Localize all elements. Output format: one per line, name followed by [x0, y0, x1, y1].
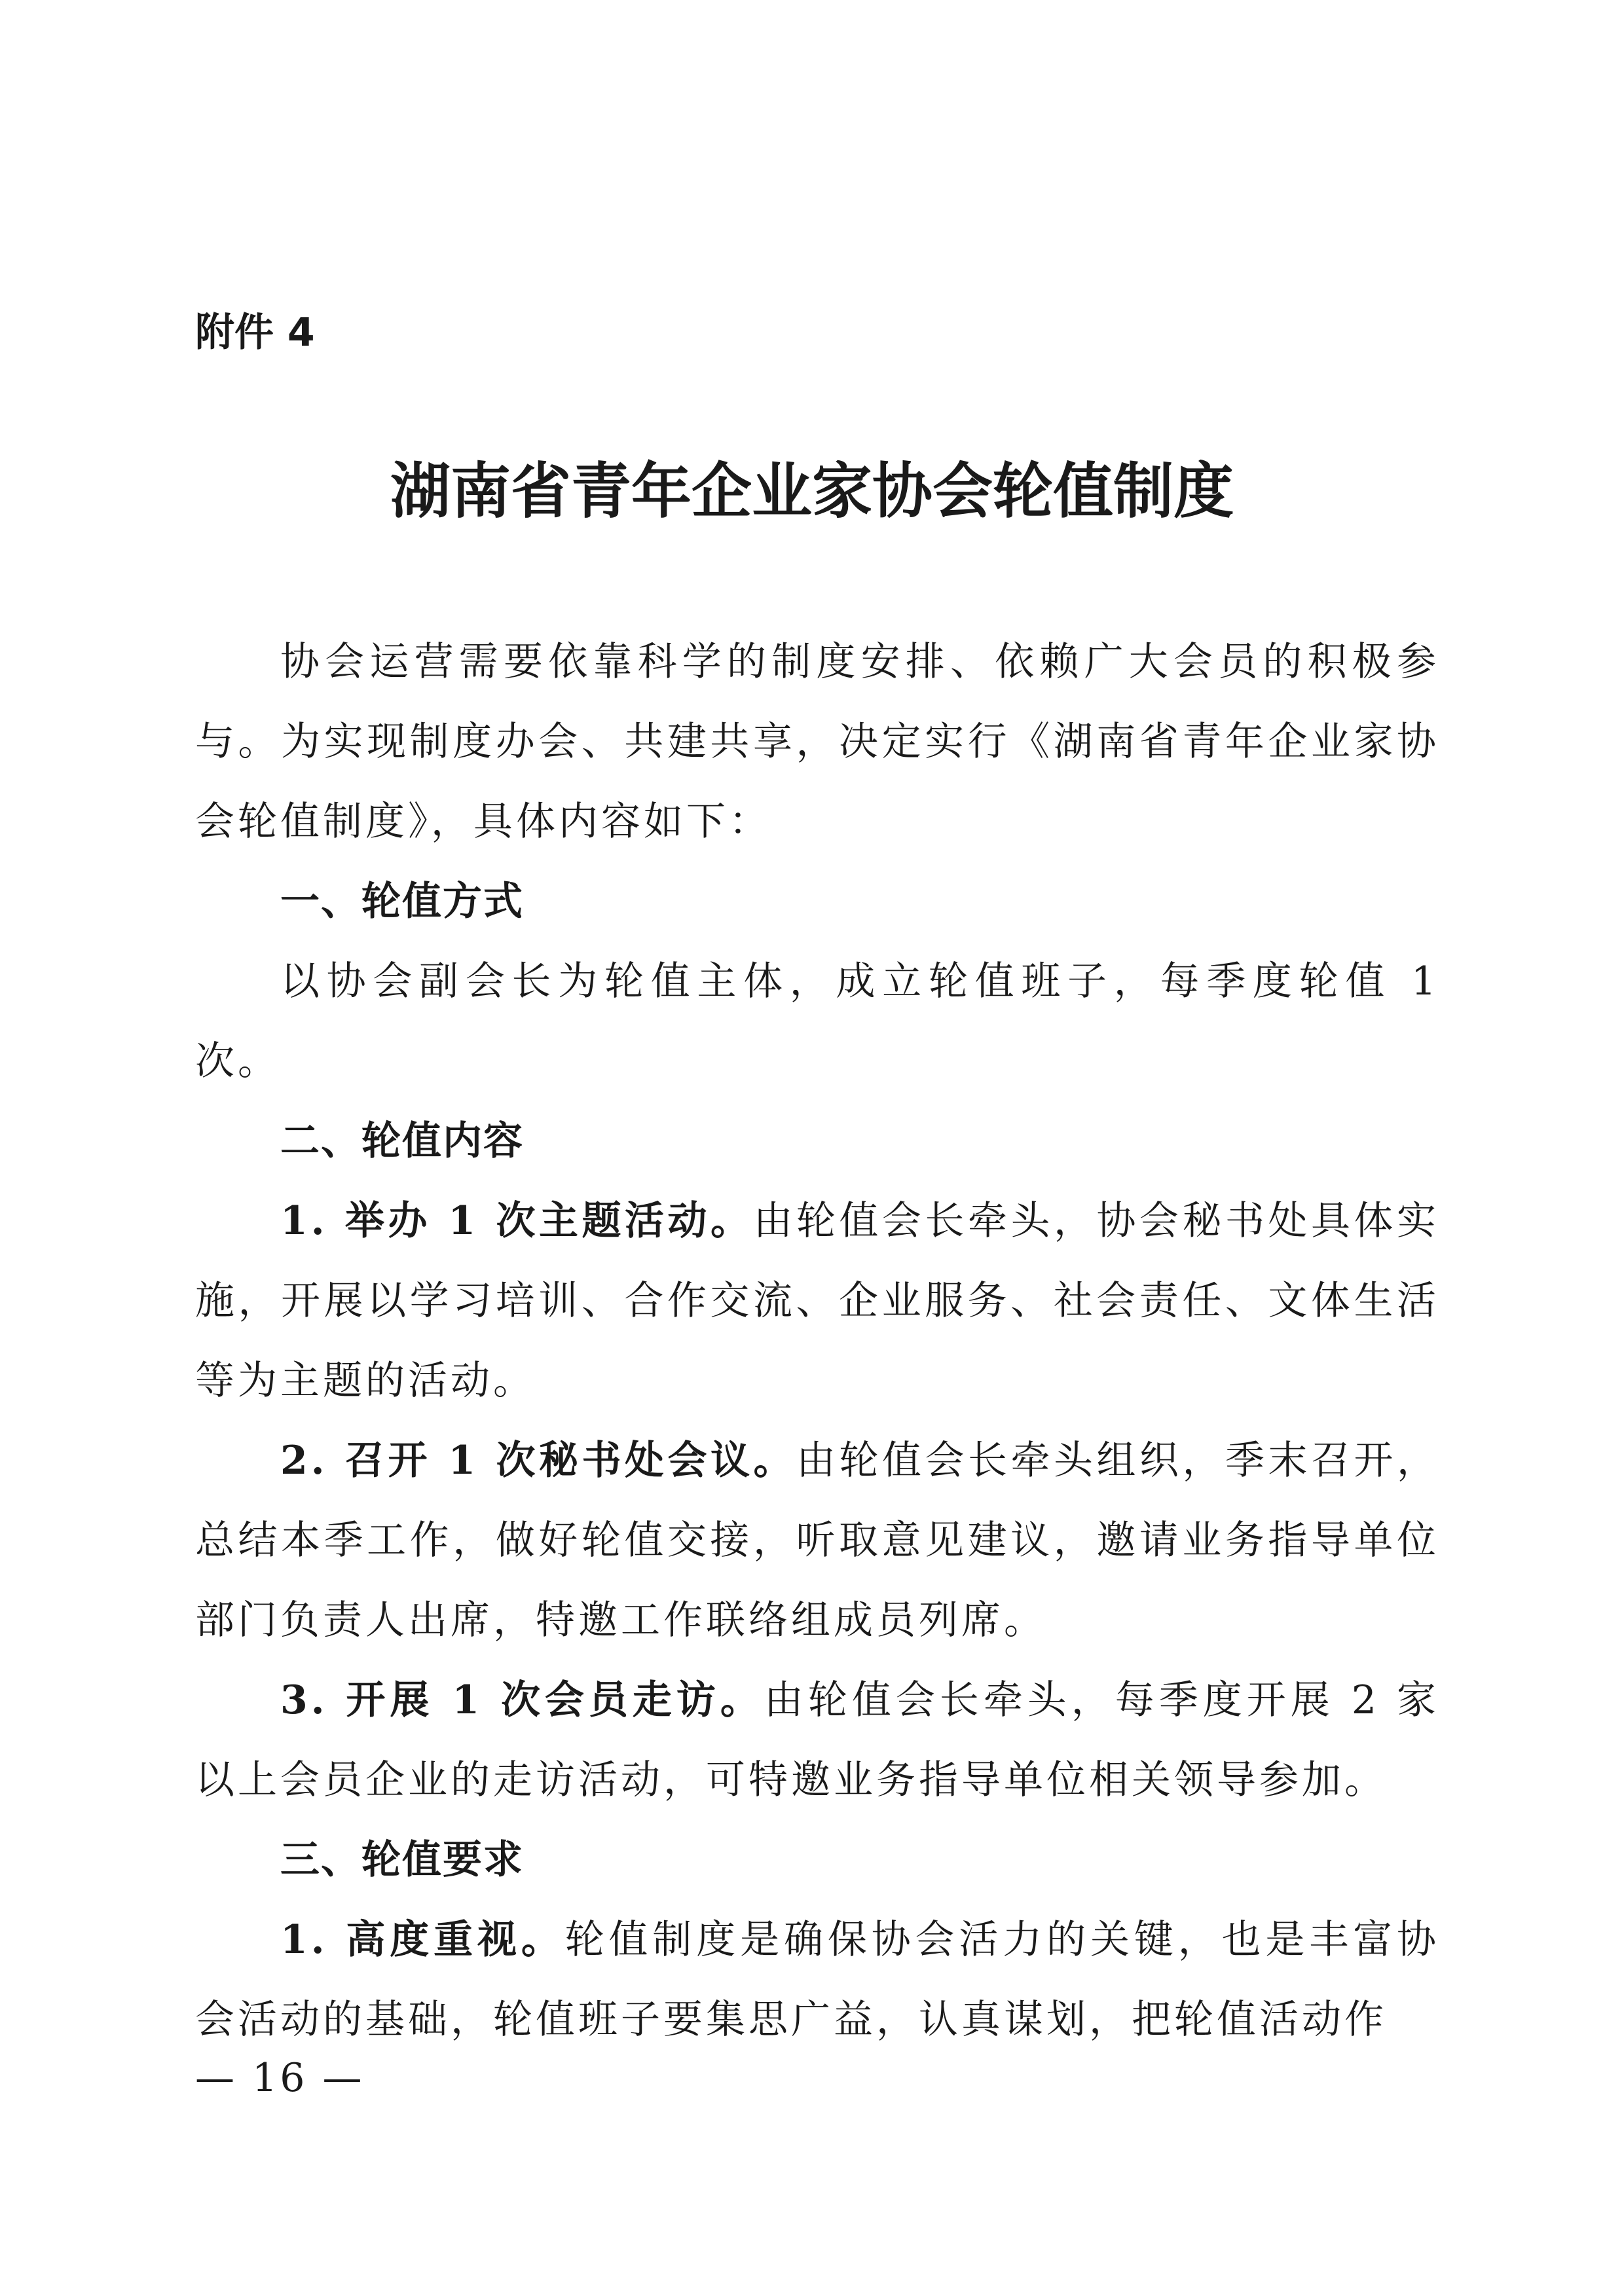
- paragraph-text: 由轮值会长牵头，每季度开展 2 家以上会员企业的走访活动，可特邀业务指导单位相关领导参加。: [195, 1677, 1439, 1803]
- paragraph-text: 以协会副会长为轮值主体，成立轮值班子，每季度轮值 1 次。: [195, 958, 1439, 1084]
- section-heading: 二、轮值内容: [280, 1118, 524, 1164]
- paragraph-text: 由轮值会长牵头，协会秘书处具体实施，开展以学习培训、合作交流、企业服务、社会责任、文体生活等为主题的活动。: [195, 1198, 1439, 1404]
- section-paragraph: [195, 1660, 1439, 1820]
- document-title: 湖南省青年企业家协会轮值制度: [390, 456, 1234, 526]
- section-heading: 一、轮值方式: [280, 879, 524, 924]
- section-paragraph: [195, 1900, 1439, 2060]
- paragraph-text: 由轮值会长牵头组织，季末召开，总结本季工作，做好轮值交接，听取意见建议，邀请业务指导单位部门负责人出席，特邀工作联络组成员列席。: [195, 1438, 1439, 1643]
- page-number: — 16 —: [195, 2055, 365, 2101]
- section-paragraph: [195, 1181, 1439, 1421]
- section-heading: 三、轮值要求: [280, 1837, 524, 1883]
- paragraph-lead: 2. 召开 1 次秘书处会议。: [280, 1438, 797, 1484]
- attachment-label: 附件 4: [195, 310, 315, 355]
- intro-paragraph: 协会运营需要依靠科学的制度安排、依赖广大会员的积极参与。为实现制度办会、共建共享，决定实行《湖南省青年企业家协会轮值制度》，具体内容如下：: [195, 639, 1439, 845]
- paragraph-lead: 1. 高度重视。: [280, 1917, 565, 1963]
- document-body: [195, 622, 1439, 2060]
- paragraph-lead: 1. 举办 1 次主题活动。: [280, 1198, 754, 1244]
- section-paragraph: [195, 941, 1439, 1101]
- section-paragraph: [195, 1421, 1439, 1660]
- paragraph-lead: 3. 开展 1 次会员走访。: [280, 1677, 764, 1723]
- paragraph-text: 轮值制度是确保协会活力的关键，也是丰富协会活动的基础，轮值班子要集思广益，认真谋划，把轮值活动作: [195, 1917, 1440, 2043]
